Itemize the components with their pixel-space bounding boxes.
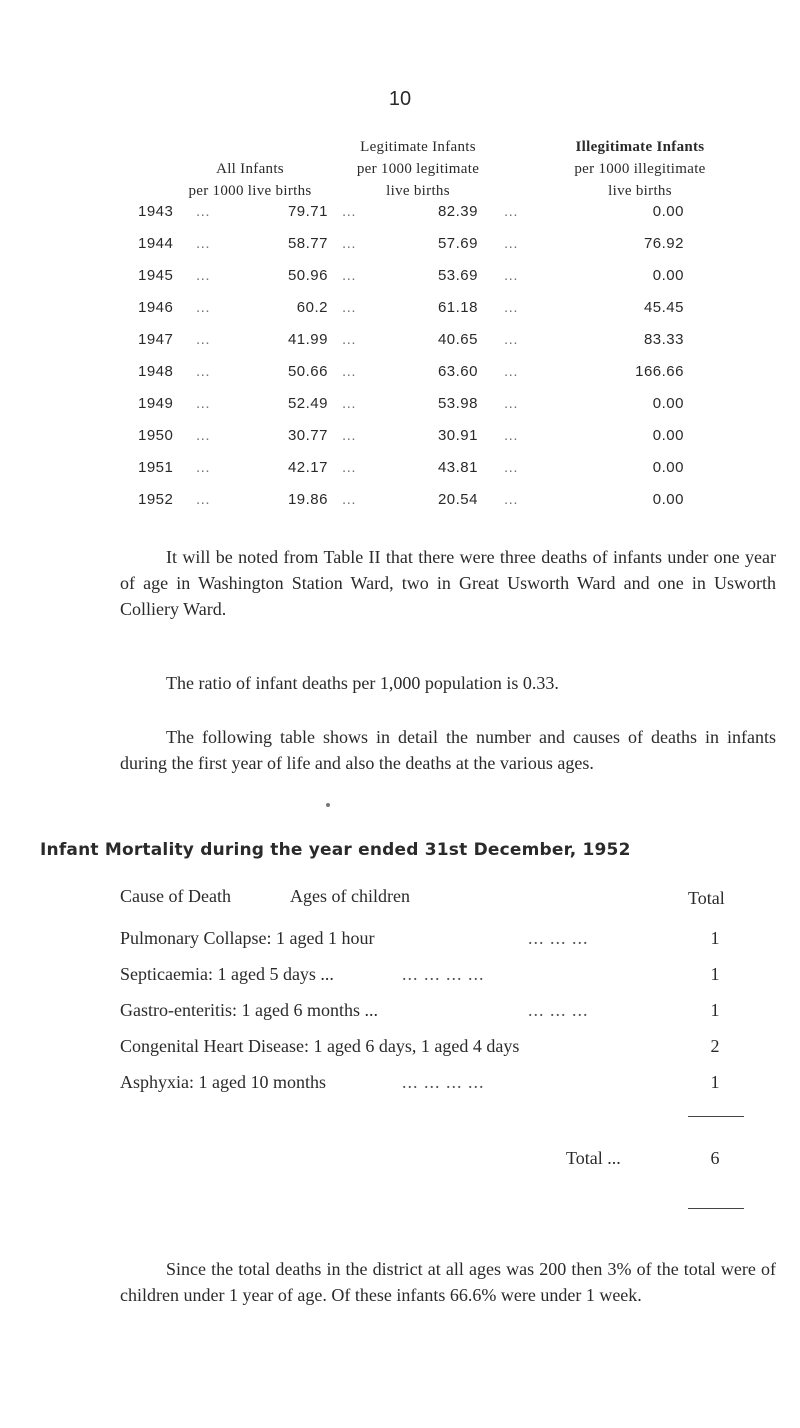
header-ages-of-children: Ages of children [290,886,410,906]
all-rate-cell: 50.66 [287,363,328,380]
header-all-line-1: All Infants [216,161,284,177]
total-rule-top [688,1116,744,1117]
header-illeg-line-3: live births [608,183,672,199]
leader-dots: ... [196,235,211,252]
all-rate-cell: 58.77 [287,235,328,252]
leader-dots: ... [504,363,519,380]
leader-dots: ... [504,395,519,412]
cause-total: 2 [710,1036,720,1056]
cause-text: Gastro-enteritis: 1 aged 6 months ... [120,1000,378,1020]
paragraph-following-table: The following table shows in detail the number and causes of deaths in infants during the first year of life and also the deaths at the various ages. [120,727,776,773]
header-illeg-line-2: per 1000 illegitimate [574,161,706,177]
year-cell: 1947 [138,331,174,348]
all-rate-cell: 79.71 [287,203,328,220]
table-row [0,459,800,483]
year-cell: 1943 [138,203,174,220]
leader-dots: ... [342,299,357,316]
table-row [0,491,800,515]
leader-dots: ... [196,267,211,284]
leader-dots: ... [504,427,519,444]
year-cell: 1946 [138,299,174,316]
illegitimate-rate-cell: 0.00 [652,203,684,220]
header-illeg-line-1: Illegitimate Infants [575,139,705,155]
illegitimate-rate-cell: 83.33 [643,331,684,348]
year-cell: 1952 [138,491,174,508]
header-all-line-2: per 1000 live births [188,183,312,199]
grand-total-row [0,1148,800,1178]
illegitimate-rate-cell: 76.92 [643,235,684,252]
leader-dots: ... [196,395,211,412]
header-cause-of-death: Cause of Death [120,886,231,906]
legitimate-rate-cell: 20.54 [437,491,478,508]
table-row [0,267,800,291]
table-row [0,395,800,419]
all-rate-cell: 41.99 [287,331,328,348]
cause-total: 1 [710,928,720,948]
cause-text: Congenital Heart Disease: 1 aged 6 days, 1 aged 4 days [120,1036,520,1056]
leader-dots: ... [342,267,357,284]
grand-total-label: Total ... [566,1148,621,1168]
year-cell: 1948 [138,363,174,380]
cause-text: Septicaemia: 1 aged 5 days ... [120,964,334,984]
all-rate-cell: 50.96 [287,267,328,284]
illegitimate-rate-cell: 166.66 [635,363,684,380]
header-legit-line-1: Legitimate Infants [360,139,476,155]
leader-dots: ... [504,267,519,284]
illegitimate-rate-cell: 0.00 [652,427,684,444]
header-legit-line-2: per 1000 legitimate [356,161,480,177]
paragraph-ratio: The ratio of infant deaths per 1,000 population is 0.33. [166,673,559,693]
leader-dots: ... ... ... [528,1000,589,1020]
leader-dots: ... [342,331,357,348]
leader-dots: ... [196,427,211,444]
cause-total: 1 [710,1000,720,1020]
leader-dots: ... [342,427,357,444]
illegitimate-rate-cell: 0.00 [652,459,684,476]
all-rate-cell: 60.2 [296,299,328,316]
mortality-table-title: Infant Mortality during the year ended 31st December, 1952 [40,840,631,860]
illegitimate-rate-cell: 45.45 [643,299,684,316]
paragraph-total-deaths: Since the total deaths in the district at all ages was 200 then 3% of the total were of children under 1 year of age. Of these infants 66.6% were under 1 week. [120,1259,776,1305]
leader-dots: ... [342,491,357,508]
legitimate-rate-cell: 63.60 [437,363,478,380]
year-cell: 1950 [138,427,174,444]
table-row [0,299,800,323]
leader-dots: ... [504,331,519,348]
all-rate-cell: 52.49 [287,395,328,412]
all-rate-cell: 30.77 [287,427,328,444]
table-row [0,235,800,259]
table-row [0,331,800,355]
cause-total: 1 [710,964,720,984]
header-legit-line-3: live births [386,183,450,199]
grand-total-value: 6 [710,1148,720,1168]
cause-text: Pulmonary Collapse: 1 aged 1 hour [120,928,375,948]
page-number: 10 [388,88,412,110]
leader-dots: ... [342,235,357,252]
header-illegitimate-infants [536,136,744,202]
paragraph-ward-deaths: It will be noted from Table II that there were three deaths of infants under one year of age in Washington Station Ward, two in Great Usworth Ward and one in Usworth Colliery Ward. [120,547,776,619]
leader-dots: ... ... ... [528,928,589,948]
legitimate-rate-cell: 53.98 [437,395,478,412]
illegitimate-rate-cell: 0.00 [652,395,684,412]
year-cell: 1944 [138,235,174,252]
legitimate-rate-cell: 57.69 [437,235,478,252]
leader-dots: ... [504,491,519,508]
leader-dots: ... [196,203,211,220]
year-cell: 1945 [138,267,174,284]
cause-total: 1 [710,1072,720,1092]
legitimate-rate-cell: 82.39 [437,203,478,220]
leader-dots: ... [196,331,211,348]
cause-row [0,1000,800,1030]
leader-dots: ... ... ... ... [402,1072,485,1092]
leader-dots: ... [504,299,519,316]
all-rate-cell: 42.17 [287,459,328,476]
cause-text: Asphyxia: 1 aged 10 months [120,1072,326,1092]
leader-dots: ... [342,363,357,380]
cause-row [0,1036,800,1066]
leader-dots: ... [504,459,519,476]
leader-dots: ... [196,459,211,476]
year-cell: 1951 [138,459,174,476]
legitimate-rate-cell: 43.81 [437,459,478,476]
illegitimate-rate-cell: 0.00 [652,267,684,284]
leader-dots: ... [196,363,211,380]
leader-dots: ... [504,203,519,220]
cause-row [0,964,800,994]
table-row [0,363,800,387]
leader-dots: ... [342,395,357,412]
cause-row [0,928,800,958]
legitimate-rate-cell: 53.69 [437,267,478,284]
legitimate-rate-cell: 40.65 [437,331,478,348]
header-total: Total [688,888,725,908]
table-row [0,203,800,227]
leader-dots: ... [504,235,519,252]
ink-mark [326,803,330,807]
year-cell: 1949 [138,395,174,412]
leader-dots: ... [342,203,357,220]
total-rule-bottom [688,1208,744,1209]
legitimate-rate-cell: 61.18 [437,299,478,316]
leader-dots: ... [196,299,211,316]
all-rate-cell: 19.86 [287,491,328,508]
leader-dots: ... ... ... ... [402,964,485,984]
header-legitimate-infants [318,136,518,202]
table-row [0,427,800,451]
leader-dots: ... [342,459,357,476]
illegitimate-rate-cell: 0.00 [652,491,684,508]
leader-dots: ... [196,491,211,508]
cause-row [0,1072,800,1102]
legitimate-rate-cell: 30.91 [437,427,478,444]
